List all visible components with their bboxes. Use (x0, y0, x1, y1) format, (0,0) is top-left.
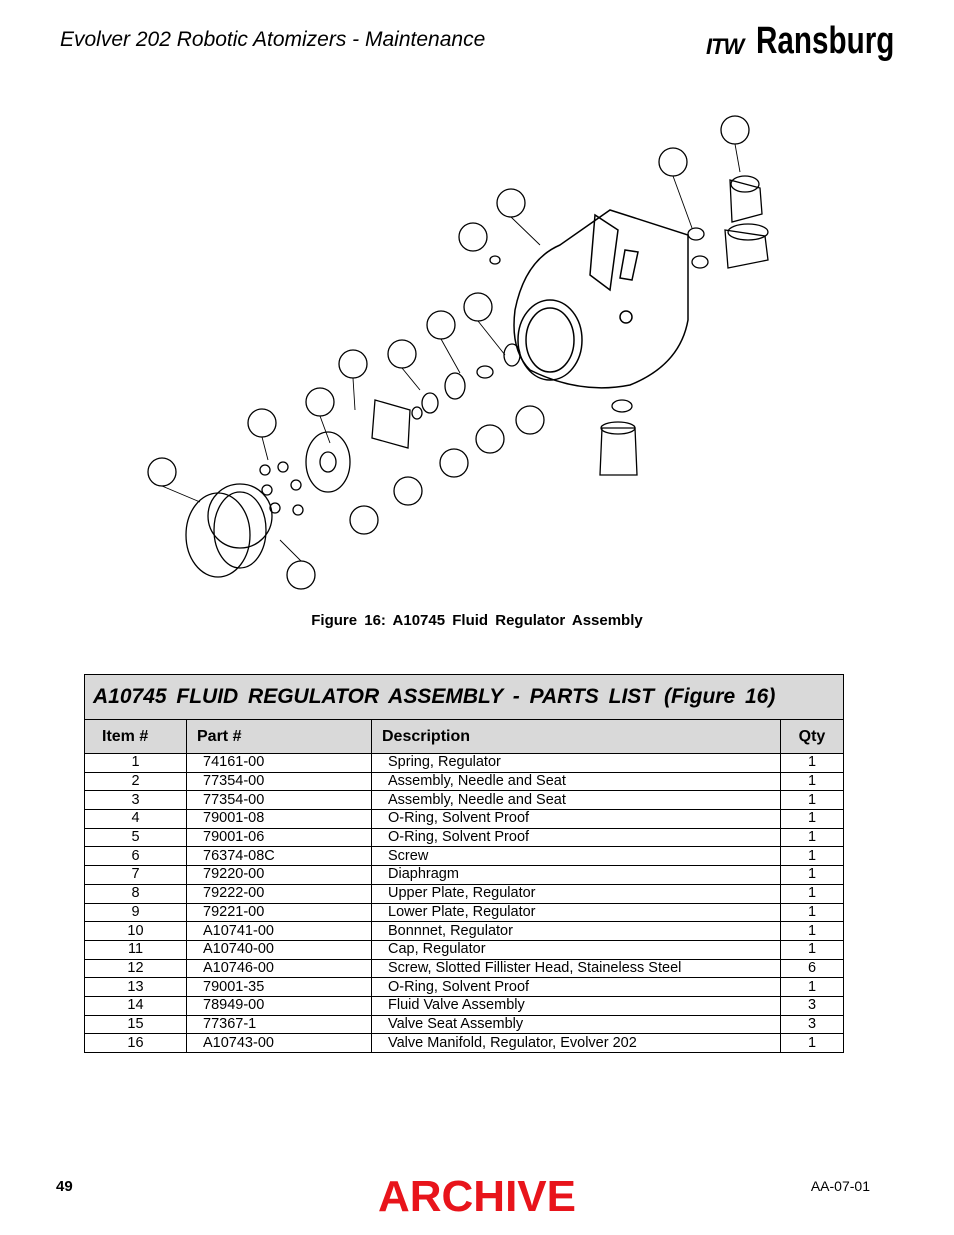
qty-cell: 1 (807, 1034, 817, 1051)
parts-list-title: A10745 FLUID REGULATOR ASSEMBLY - PARTS LIST (Figure 16) (85, 675, 843, 720)
qty-cell: 3 (781, 996, 844, 1015)
qty-cell: 1 (781, 978, 844, 997)
qty-cell: 1 (781, 772, 844, 791)
description-cell: Assembly, Needle and Seat (372, 772, 781, 791)
qty-cell: 6 (781, 959, 844, 978)
table-row (85, 978, 843, 997)
document-code: AA-07-01 (810, 1178, 870, 1194)
item-cell: 10 (85, 922, 187, 941)
column-header-item: Item # (85, 720, 187, 754)
exploded-assembly-diagram (140, 110, 800, 600)
part-number-cell: 77354-00 (187, 772, 372, 791)
item-cell: 6 (85, 847, 187, 866)
column-header-part: Part # (187, 720, 372, 754)
table-row (85, 903, 843, 922)
item-cell: 16 (85, 1034, 187, 1052)
parts-list-table (84, 674, 844, 1053)
item-cell: 2 (85, 772, 187, 791)
part-number-cell: 79001-35 (187, 978, 372, 997)
table-row (85, 922, 843, 941)
description-cell: O-Ring, Solvent Proof (372, 828, 781, 847)
description-cell: Bonnnet, Regulator (372, 922, 781, 941)
page-header-title: Evolver 202 Robotic Atomizers - Maintenance (60, 28, 486, 51)
description-cell: Fluid Valve Assembly (372, 996, 781, 1015)
table-row (85, 772, 843, 791)
item-cell: 1 (85, 754, 187, 773)
table-row (85, 1015, 843, 1034)
description-cell: Screw, Slotted Fillister Head, Staineless Steel (372, 959, 781, 978)
description-cell: Screw (372, 847, 781, 866)
item-cell: 3 (85, 791, 187, 810)
description-cell: O-Ring, Solvent Proof (372, 978, 781, 997)
item-cell: 8 (85, 884, 187, 903)
qty-cell: 1 (781, 791, 844, 810)
figure-caption: Figure 16: A10745 Fluid Regulator Assembly (311, 612, 643, 629)
part-number-cell: 79001-06 (187, 828, 372, 847)
table-row (85, 996, 843, 1015)
table-row (85, 810, 843, 829)
table-header-row (85, 720, 843, 754)
description-cell: Diaphragm (372, 866, 781, 885)
logo-prefix: ITW (706, 34, 744, 59)
table-row (85, 959, 843, 978)
description-cell: Lower Plate, Regulator (372, 903, 781, 922)
fluid-valve-assembly (600, 176, 768, 475)
description-cell: O-Ring, Solvent Proof (372, 810, 781, 829)
item-cell: 11 (85, 940, 187, 959)
item-cell: 14 (85, 996, 187, 1015)
archive-watermark: ARCHIVE (377, 1172, 577, 1221)
table-row (85, 1034, 843, 1052)
item-cell: 9 (85, 903, 187, 922)
item-cell: 12 (85, 959, 187, 978)
qty-cell: 1 (781, 810, 844, 829)
part-number-cell: 79221-00 (187, 903, 372, 922)
table-row (85, 884, 843, 903)
qty-cell: 1 (781, 940, 844, 959)
table-row (85, 847, 843, 866)
item-cell: 5 (85, 828, 187, 847)
part-number-cell: 78949-00 (187, 996, 372, 1015)
column-header-qty: Qty (781, 720, 844, 754)
itw-ransburg-logo (706, 18, 895, 70)
part-number-cell: A10740-00 (187, 940, 372, 959)
valve-manifold (514, 210, 688, 388)
table-row (85, 754, 843, 773)
description-cell: Valve Manifold, Regulator, Evolver 202 (372, 1034, 781, 1052)
qty-cell: 3 (781, 1015, 844, 1034)
part-number-cell: 79220-00 (187, 866, 372, 885)
description-cell: Upper Plate, Regulator (372, 884, 781, 903)
description-cell: Spring, Regulator (372, 754, 781, 773)
description-cell: Assembly, Needle and Seat (372, 791, 781, 810)
qty-cell: 1 (781, 828, 844, 847)
table-row (85, 940, 843, 959)
item-cell: 4 (85, 810, 187, 829)
column-header-description: Description (372, 720, 781, 754)
logo-brand: Ransburg (756, 20, 895, 62)
table-row (85, 828, 843, 847)
description-cell: Valve Seat Assembly (372, 1015, 781, 1034)
parts-table (85, 720, 843, 1052)
qty-cell: 1 (781, 847, 844, 866)
item-cell: 7 (85, 866, 187, 885)
item-cell: 15 (85, 1015, 187, 1034)
qty-cell: 1 (781, 922, 844, 941)
qty-cell: 1 (781, 884, 844, 903)
part-number-cell: 77367-1 (187, 1015, 372, 1034)
table-row (85, 791, 843, 810)
part-number-cell: 79222-00 (187, 884, 372, 903)
part-number-cell: A10741-00 (187, 922, 372, 941)
page-number: 49 (56, 1178, 73, 1195)
item-cell: 13 (85, 978, 187, 997)
description-cell: Cap, Regulator (372, 940, 781, 959)
qty-cell: 1 (781, 903, 844, 922)
part-number-cell: 76374-08C (187, 847, 372, 866)
part-number-cell: 74161-00 (187, 754, 372, 773)
table-row (85, 866, 843, 885)
qty-cell: 1 (781, 866, 844, 885)
qty-cell: 1 (781, 754, 844, 773)
part-number-cell: 79001-08 (187, 810, 372, 829)
part-number-cell: 77354-00 (187, 791, 372, 810)
part-number-cell: A10743-00 (187, 1034, 372, 1052)
part-number-cell: A10746-00 (187, 959, 372, 978)
